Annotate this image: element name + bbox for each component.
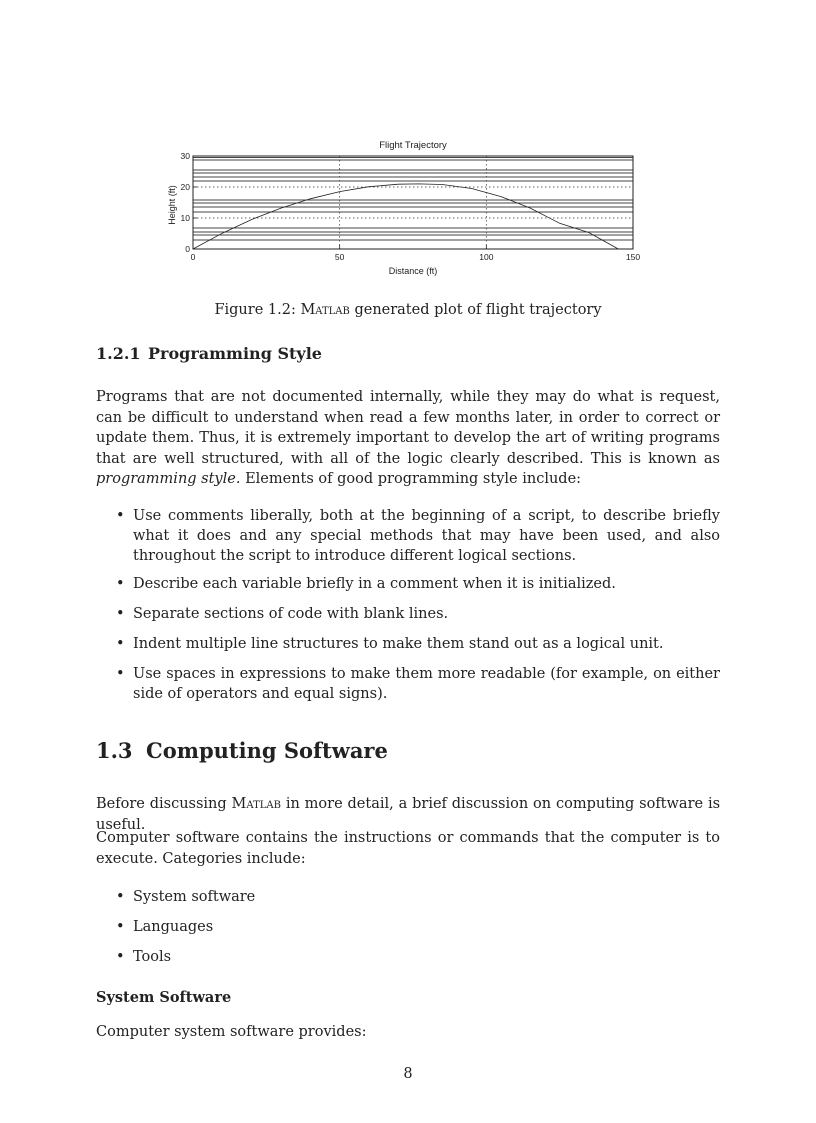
y-tick-label: 20 — [180, 182, 190, 192]
trajectory-line — [193, 184, 618, 249]
list-item-text: Languages — [133, 919, 214, 935]
list-item — [116, 506, 720, 566]
list-item — [116, 634, 720, 654]
paragraph-text-end: Elements of good programming style include: — [245, 471, 582, 487]
list-item — [116, 917, 720, 937]
list-item-text: Indent multiple line structures to make them stand out as a logical unit. — [133, 636, 664, 652]
bullet-icon: • — [116, 508, 125, 524]
list-item-text: Tools — [133, 949, 172, 965]
list-item — [116, 947, 720, 967]
flight-trajectory-chart — [160, 134, 660, 282]
bullet-icon: • — [116, 919, 125, 935]
figure-caption — [0, 302, 816, 318]
list-item — [116, 887, 720, 907]
list-item — [116, 604, 720, 624]
emphasis-term: programming style. — [96, 471, 241, 487]
paragraph-text-end: in more detail, a brief discussion on computing software is useful. — [96, 796, 721, 833]
figure-label: Figure 1.2: — [214, 302, 296, 318]
subsection-title: Programming Style — [148, 344, 322, 363]
software-name: Matlab — [231, 796, 281, 812]
paragraph-text: Computer system software provides: — [96, 1024, 367, 1040]
y-axis-label: Height (ft) — [167, 185, 177, 225]
subsection-number: 1.2.1 — [96, 344, 141, 363]
system-software-paragraph — [96, 1022, 720, 1043]
bullet-icon: • — [116, 666, 125, 682]
paragraph-text: Before discussing — [96, 796, 227, 812]
x-tick-label: 0 — [190, 252, 196, 262]
paragraph-text: Programs that are not documented internally, while they may do what is request, can be difficult to understand when read a few months later, in order to correct or update them. Thus, it is extremely important to develop the art of writing programs that are well structured, with all of the logic clearly described. This is known as — [96, 389, 720, 467]
programming-style-paragraph — [96, 387, 720, 490]
x-tick-label: 150 — [625, 252, 641, 262]
bullet-icon: • — [116, 889, 125, 905]
x-tick-label: 100 — [479, 252, 494, 262]
figure-text: generated plot of flight trajectory — [354, 302, 602, 318]
list-item — [116, 664, 720, 704]
plot-area — [181, 151, 641, 262]
bullet-icon: • — [116, 606, 125, 622]
list-item-text: Separate sections of code with blank lines. — [133, 606, 449, 622]
subsection-heading — [96, 344, 322, 363]
software-paragraph — [96, 828, 720, 869]
section-heading — [96, 738, 388, 763]
paragraph-heading: System Software — [96, 989, 232, 1006]
list-item — [116, 574, 720, 594]
x-axis-label: Distance (ft) — [388, 266, 438, 276]
list-item-text: Use spaces in expressions to make them more readable (for example, on either side of operators and equal signs). — [133, 666, 720, 702]
list-item-text: Use comments liberally, both at the beginning of a script, to describe briefly what it does and any special methods that may have been used, and also throughout the script to introduce different logical sections. — [133, 508, 720, 564]
list-item-text: Describe each variable briefly in a comment when it is initialized. — [133, 576, 616, 592]
y-tick-label: 10 — [180, 213, 190, 223]
bullet-icon: • — [116, 949, 125, 965]
bullet-icon: • — [116, 636, 125, 652]
list-item-text: System software — [133, 889, 256, 905]
chart-title: Flight Trajectory — [379, 140, 447, 151]
x-tick-label: 50 — [334, 252, 345, 262]
section-number: 1.3 — [96, 738, 133, 763]
section-title: Computing Software — [146, 738, 388, 763]
page-number: 8 — [403, 1066, 413, 1082]
figure-software-name: Matlab — [300, 302, 350, 318]
y-tick-label: 0 — [185, 244, 190, 254]
y-tick-label: 30 — [180, 151, 190, 161]
paragraph-text: Computer software contains the instructions or commands that the computer is to execute. Categories include: — [96, 830, 720, 867]
bullet-icon: • — [116, 576, 125, 592]
